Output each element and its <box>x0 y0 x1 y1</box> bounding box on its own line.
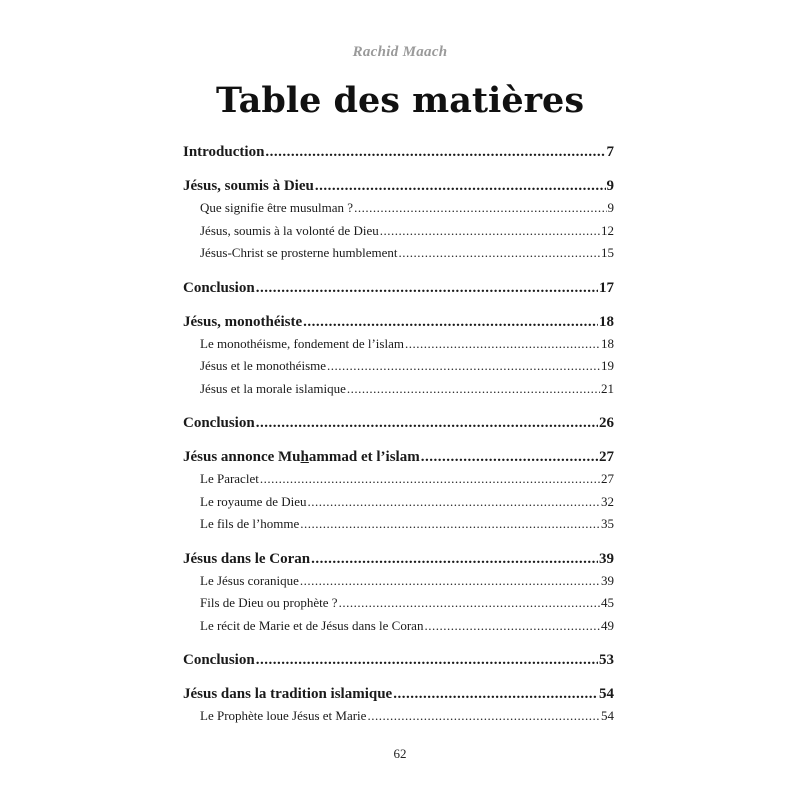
table-of-contents <box>183 141 614 728</box>
toc-page-number: 27 <box>601 471 614 486</box>
toc-page-number: 17 <box>599 279 614 296</box>
toc-chapter-label: Jésus dans la tradition islamique <box>183 686 393 702</box>
toc-page-number: 54 <box>599 686 614 702</box>
toc-section-label: Jésus-Christ se prosterne humblement <box>200 245 398 260</box>
dot-leader <box>300 570 600 593</box>
toc-page-number: 15 <box>601 245 614 260</box>
toc-page-number: 49 <box>601 617 614 633</box>
toc-section <box>183 592 614 615</box>
toc-section <box>183 242 614 265</box>
dot-leader <box>405 333 600 356</box>
toc-chapter <box>183 277 614 299</box>
toc-section-label: Jésus et la morale islamique <box>200 380 346 396</box>
toc-chapter <box>183 548 614 570</box>
dot-leader <box>339 592 600 615</box>
dot-leader <box>265 141 605 163</box>
dot-leader <box>327 355 600 378</box>
toc-section-label: Le Paraclet <box>200 471 259 486</box>
toc-page-number: 35 <box>601 516 614 531</box>
toc-page-number: 7 <box>606 144 614 160</box>
dot-leader <box>300 513 600 536</box>
toc-section-label: Jésus et le monothéisme <box>200 358 327 373</box>
running-header-author: Rachid Maach <box>352 44 448 60</box>
toc-section <box>183 615 614 638</box>
toc-page-number: 26 <box>599 415 614 431</box>
toc-chapter-label: Jésus dans le Coran <box>183 550 311 567</box>
toc-section <box>183 333 614 356</box>
toc-chapter <box>183 649 614 671</box>
toc-page-number: 54 <box>601 708 614 723</box>
toc-chapter-label: Conclusion <box>183 279 255 296</box>
toc-section <box>183 705 614 728</box>
toc-chapter <box>183 683 614 705</box>
toc-section <box>183 197 614 220</box>
toc-page-number: 53 <box>599 652 614 668</box>
toc-chapter-label-part: ammad et l’islam <box>308 449 420 465</box>
toc-section-label: Jésus, soumis à la volonté de Dieu <box>200 222 379 238</box>
toc-page-number: 32 <box>601 493 614 509</box>
toc-chapter <box>183 141 614 163</box>
toc-section <box>183 491 614 514</box>
dot-leader <box>256 277 598 299</box>
toc-section-label: Le royaume de Dieu <box>200 493 307 509</box>
toc-page-number: 45 <box>601 595 614 610</box>
toc-page-number: 19 <box>601 358 614 373</box>
toc-section <box>183 220 614 243</box>
toc-section-label: Que signifie être musulman ? <box>200 200 354 215</box>
toc-page-number: 39 <box>599 550 614 567</box>
toc-chapter-label-part: Jésus annonce Mu <box>183 449 301 465</box>
toc-chapter <box>183 412 614 434</box>
dot-leader <box>256 412 598 434</box>
toc-page-number: 39 <box>601 572 614 588</box>
toc-section <box>183 570 614 593</box>
dot-leader <box>260 468 600 491</box>
dot-leader <box>347 378 600 401</box>
dot-leader <box>354 197 606 220</box>
page-number-folio: 62 <box>393 746 407 761</box>
toc-chapter <box>183 175 614 197</box>
toc-chapter <box>183 311 614 333</box>
toc-section-label: Fils de Dieu ou prophète ? <box>200 595 338 610</box>
dot-leader <box>367 705 600 728</box>
toc-section-label: Le fils de l’homme <box>200 516 300 531</box>
toc-page-number: 27 <box>599 449 614 465</box>
toc-page-number: 18 <box>601 335 614 351</box>
toc-chapter <box>183 446 614 468</box>
toc-chapter-label: Jésus, soumis à Dieu <box>183 178 314 194</box>
dot-leader <box>421 446 598 468</box>
toc-section-label: Le récit de Marie et de Jésus dans le Coran <box>200 617 424 633</box>
dot-leader <box>303 311 598 333</box>
toc-section-label: Le Prophète loue Jésus et Marie <box>200 708 367 723</box>
dot-leader <box>315 175 606 197</box>
toc-section <box>183 513 614 536</box>
dot-leader <box>307 491 600 514</box>
page-title: Table des matières <box>215 80 585 121</box>
toc-page-number: 18 <box>599 313 614 330</box>
dot-leader <box>380 220 600 243</box>
toc-chapter-label-underlined: h <box>300 449 309 465</box>
dot-leader <box>393 683 598 705</box>
toc-section <box>183 468 614 491</box>
dot-leader <box>399 242 601 265</box>
toc-chapter-label: Introduction <box>183 144 265 160</box>
toc-chapter-label: Jésus, monothéiste <box>183 313 303 330</box>
toc-section-label: Le monothéisme, fondement de l’islam <box>200 335 404 351</box>
toc-page-number: 9 <box>607 200 614 215</box>
toc-chapter-label <box>183 446 420 468</box>
toc-page-number: 21 <box>601 380 614 396</box>
toc-section <box>183 355 614 378</box>
toc-page-number: 12 <box>601 222 614 238</box>
dot-leader <box>256 649 598 671</box>
dot-leader <box>424 615 600 638</box>
toc-section-label: Le Jésus coranique <box>200 572 299 588</box>
toc-chapter-label: Conclusion <box>183 652 255 668</box>
toc-page-number: 9 <box>606 178 614 194</box>
toc-chapter-label: Conclusion <box>183 415 255 431</box>
toc-section <box>183 378 614 401</box>
dot-leader <box>311 548 598 570</box>
